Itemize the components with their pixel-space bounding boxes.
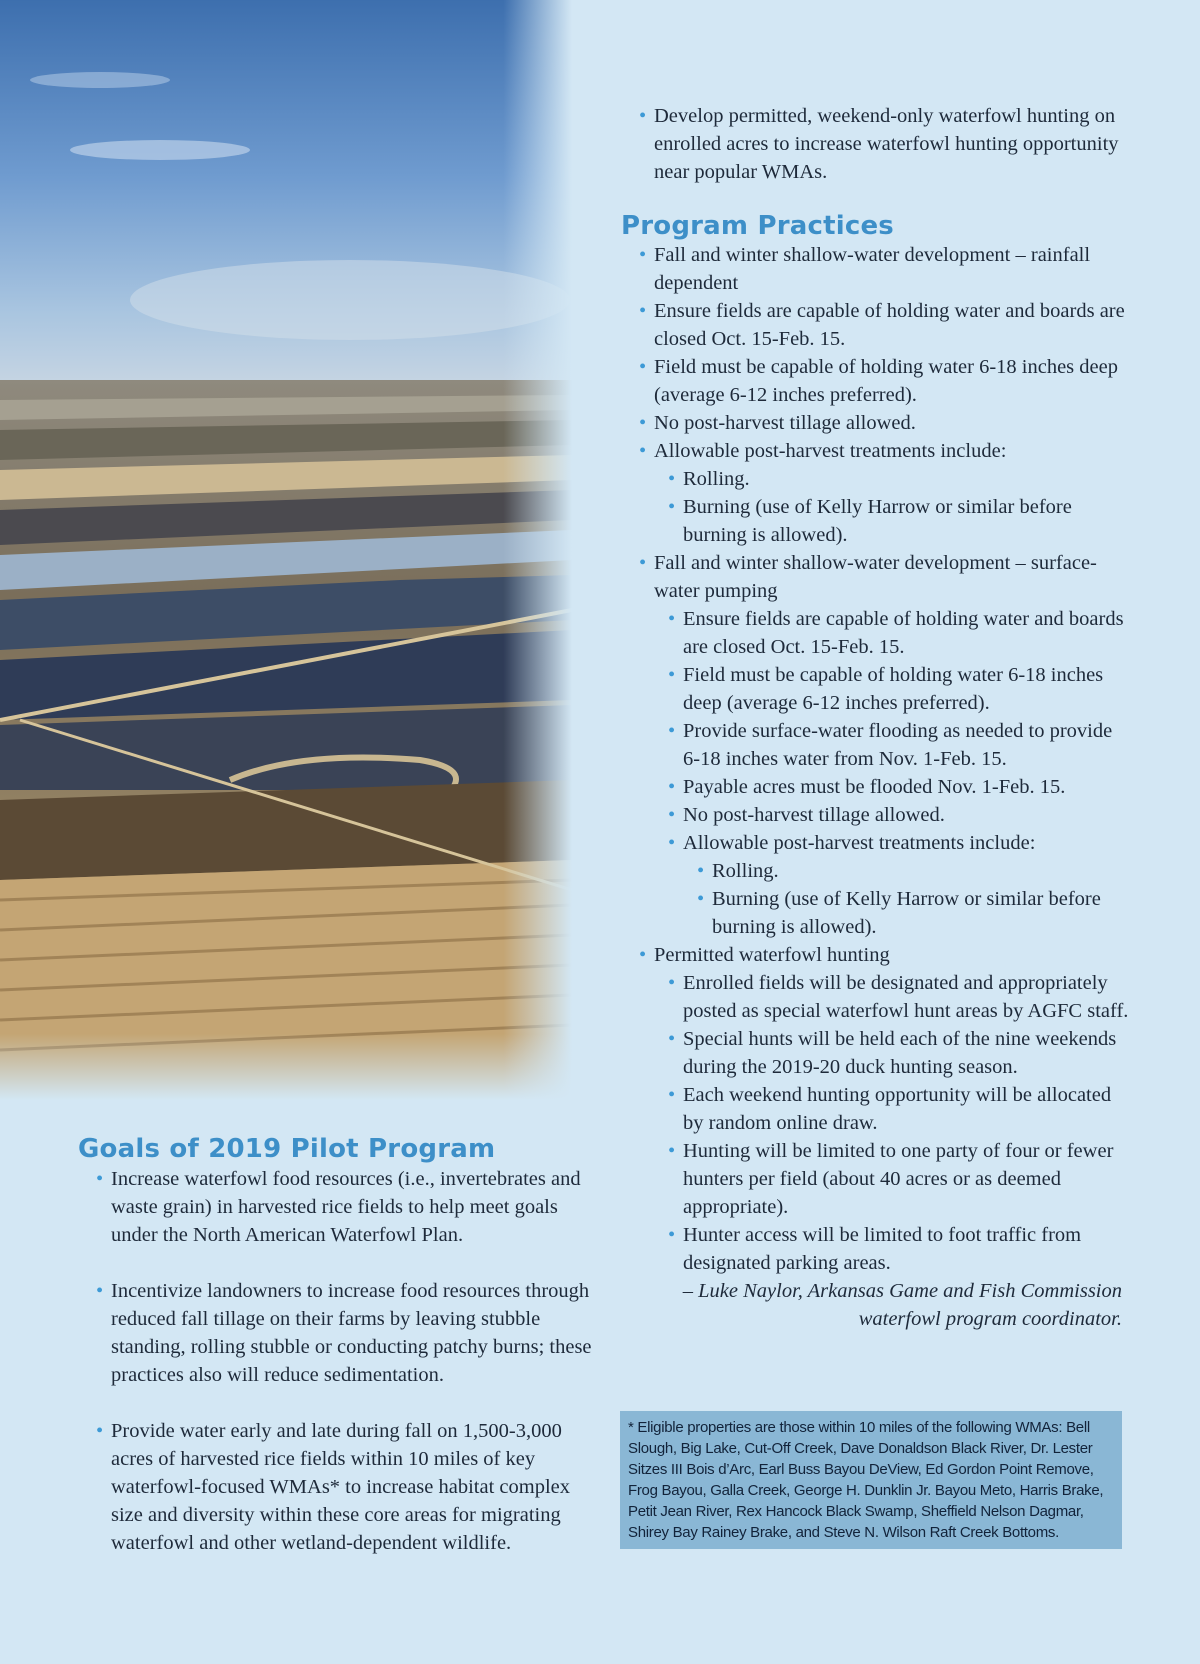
right-column xyxy=(621,102,1134,1333)
practice-item: • Permitted waterfowl hunting xyxy=(654,941,1134,969)
practice-item: • No post-harvest tillage allowed. xyxy=(683,801,1134,829)
intro-list xyxy=(654,102,1134,186)
practice-item: • Provide surface-water flooding as needed to provide 6-18 inches water from Nov. 1-Feb. 15. xyxy=(683,717,1134,773)
attribution xyxy=(654,1277,1122,1333)
practice-item: • Enrolled fields will be designated and appropriately posted as special waterfowl hunt areas by AGFC staff. xyxy=(683,969,1134,1025)
practice-item: • Allowable post-harvest treatments include: xyxy=(654,437,1134,465)
goals-list xyxy=(78,1165,598,1557)
goals-heading: Goals of 2019 Pilot Program xyxy=(78,1134,496,1164)
practice-item: • Burning (use of Kelly Harrow or similar before burning is allowed). xyxy=(712,885,1134,941)
list-item: • Provide water early and late during fall on 1,500-3,000 acres of harvested rice fields within 10 miles of key waterfowl-focused WMAs* to increase habitat complex size and diversity within these core areas for migrating waterfowl and other wetland-dependent wildlife. xyxy=(111,1417,598,1557)
practice-item: • No post-harvest tillage allowed. xyxy=(654,409,1134,437)
practice-item: • Field must be capable of holding water 6-18 inches deep (average 6-12 inches preferred). xyxy=(654,353,1134,409)
photo-bottom-fade xyxy=(0,0,572,1100)
eligible-properties-footnote: * Eligible properties are those within 10 miles of the following WMAs: Bell Slough, Big Lake, Cut-Off Creek, Dave Donaldson Black River, Dr. Lester Sitzes III Bois d’Arc, Earl Buss Bayou DeView, Ed Gordon Point Remove, Frog Bayou, Galla Creek, George H. Dunklin Jr. Bayou Meto, Harris Brake, Petit Jean River, Rex Hancock Black Swamp, Sheffield Nelson Dagmar, Shirey Bay Rainey Brake, and Steve N. Wilson Raft Creek Bottoms. xyxy=(620,1411,1122,1549)
practice-item: • Payable acres must be flooded Nov. 1-Feb. 15. xyxy=(683,773,1134,801)
practice-item: • Field must be capable of holding water 6-18 inches deep (average 6-12 inches preferred). xyxy=(683,661,1134,717)
practice-item: • Allowable post-harvest treatments include: xyxy=(683,829,1134,857)
list-item: • Incentivize landowners to increase food resources through reduced fall tillage on their farms by leaving stubble standing, rolling stubble or conducting patchy burns; these practices also will reduce sedimentation. xyxy=(111,1277,598,1389)
program-practices-heading: Program Practices xyxy=(621,211,894,241)
practice-item: • Hunting will be limited to one party of four or fewer hunters per field (about 40 acres or as deemed appropriate). xyxy=(683,1137,1134,1221)
program-practices-list xyxy=(654,241,1134,1277)
attribution-line-2: waterfowl program coordinator. xyxy=(858,1308,1122,1330)
practice-item: • Ensure fields are capable of holding water and boards are closed Oct. 15-Feb. 15. xyxy=(683,605,1134,661)
practice-item: • Special hunts will be held each of the nine weekends during the 2019-20 duck hunting season. xyxy=(683,1025,1134,1081)
attribution-line-1: – Luke Naylor, Arkansas Game and Fish Commission xyxy=(682,1280,1122,1302)
practice-item: • Fall and winter shallow-water development – surface-water pumping xyxy=(654,549,1134,605)
practice-item: • Burning (use of Kelly Harrow or similar before burning is allowed). xyxy=(683,493,1134,549)
practice-item: • Ensure fields are capable of holding water and boards are closed Oct. 15-Feb. 15. xyxy=(654,297,1134,353)
list-item: • Develop permitted, weekend-only waterfowl hunting on enrolled acres to increase waterfowl hunting opportunity near popular WMAs. xyxy=(654,102,1134,186)
practice-item: • Fall and winter shallow-water development – rainfall dependent xyxy=(654,241,1134,297)
practice-item: • Hunter access will be limited to foot traffic from designated parking areas. xyxy=(683,1221,1134,1277)
practice-item: • Each weekend hunting opportunity will be allocated by random online draw. xyxy=(683,1081,1134,1137)
list-item: • Increase waterfowl food resources (i.e., invertebrates and waste grain) in harvested rice fields to help meet goals under the North American Waterfowl Plan. xyxy=(111,1165,598,1249)
practice-item: • Rolling. xyxy=(683,465,1134,493)
goals-section xyxy=(78,1133,598,1557)
practice-item: • Rolling. xyxy=(712,857,1134,885)
